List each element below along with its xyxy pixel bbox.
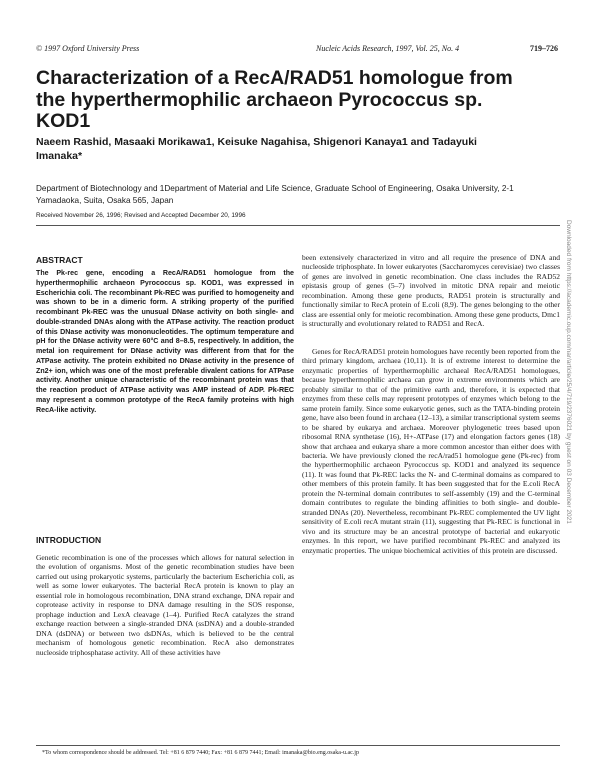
correspondence-footnote: *To whom correspondence should be addressed. Tel: +81 6 879 7440; Fax: +81 6 879 7441; Email: imanaka@bio.eng.osaka-u.ac.jp — [42, 750, 359, 756]
introduction-heading: INTRODUCTION — [36, 535, 102, 545]
page-range: 719–726 — [530, 44, 558, 53]
paper-title: Characterization of a RecA/RAD51 homologue from the hyperthermophilic archaeon Pyrococcus sp. KOD1 — [36, 67, 513, 132]
affiliation: Department of Biotechnology and 1Department of Material and Life Science, Graduate School of Engineering, Osaka University, 2-1 Yamadaoka, Suita, Osaka 565, Japan — [36, 184, 514, 205]
download-watermark: Downloaded from https://academic.oup.com/nar/article/25/4/719/2376021 by guest on 03 December 2021 — [565, 220, 572, 524]
header-divider — [36, 225, 560, 226]
abstract-text: The Pk-rec gene, encoding a RecA/RAD51 homologue from the hyperthermophilic archaeon Pyrococcus sp. KOD1, was expressed in Escherichia coli. The recombinant Pk-REC was purified to homogeneity and was shown to be in a dimeric form. A striking property of the purified recombinant Pk-REC was the unusual DNase activity on both single- and double-stranded DNAs along with the ATPase activity. The reaction product of this DNase activity was mononucleotides. The optimum temperature and pH for the DNase activity were 60°C and 8–8.5, respectively. In addition, the metal ion requirement for DNase activity was different from that for the ATPase activity. The protein exhibited no DNase activity in the presence of Zn2+ ion, which was one of the most preferable divalent cations for ATPase activity. Another unique characteristic of the recombinant protein was that the reaction product of ATPase activity was AMP instead of ADP. Pk-REC may represent a common prototype of the RecA family proteins with high RecA-like activity. — [36, 269, 294, 414]
copyright-line: © 1997 Oxford University Press — [36, 44, 140, 53]
introduction-text: Genetic recombination is one of the processes which allows for natural selection in the evolution of organisms. Most of the genetic recombination studies have been carried out using prokaryotic systems, particularly the bacterium Escherichia coli, as well as some lower eukaryotes. The bacterial RecA protein is known to play an essential role in homologous recombination, DNA strand exchange, DNA repair and coprotease activity in response to DNA damage resulting in the SOS response, prophage induction and LexA cleavage (1–4). Purified RecA catalyzes the strand exchange reaction between a single-stranded DNA (ssDNA) and a double-stranded DNA (dsDNA) or between two dsDNAs, which is believed to be the central mechanism of homologous genetic recombination. RecA also demonstrates nucleoside triphosphatase activity. All of these activities have — [36, 553, 294, 657]
column2-continuation: been extensively characterized in vitro and all require the presence of DNA and nucleoside triphosphate. In lower eukaryotes (Saccharomyces cerevisiae) two classes of genes are involved in genetic recombination. One class includes the RAD52 epistasis group of genes (5–7) involved in mitotic DNA repair and meiotic recombination. Among these gene products, RAD51 protein is structurally and functionally similar to RecA protein of E.coli (8,9). The genes belonging to the other class are essential only for meiotic recombination. Among these gene products, Dmc1 is structurally and evolutionary related to RAD51 and RecA. — [302, 253, 560, 329]
column2-paragraph: Genes for RecA/RAD51 protein homologues have recently been reported from the third primary kingdom, archaea (10,11). It is of extreme interest to determine the enzymatic properties of hyperthermophilic archaeal RecA/RAD51 homologues, because hyperthermophilic archaea can grow in extreme environments which are probably similar to that of the primitive earth and, therefore, it is expected that enzymes from these cells may represent prototypes of enzymes which belong to the same protein family. Since some eukaryotic genes, such as the TATA-binding protein gene, have also been found in archaea (12–13), a similar transcriptional system seems to be shared by eukarya and archaea. Moreover phylogenetic trees based upon ribosomal RNA synthetase (16), H+-ATPase (17) and elongation factors genes (18) show that archaea and eukarya share a more common ancestor than either does with bacteria. We have previously cloned the recA/rad51 homologue gene (Pk-rec) from the hyperthermophilic archaeon Pyrococcus sp. KOD1 and analyzed its sequence (11). It was found that Pk-REC lacks the N- and C-terminal domains as compared to other members of this protein family. It has been suggested that for the E.coli RecA protein the N-terminal domain contributes to self-assembly (19) and the C-terminal domain contributes to regulate the binding affinities to both single- and double-stranded DNAs (20). Nevertheless, recombinant Pk-REC complemented the UV light sensitivity of E.coli recA mutant strain (11), suggesting that Pk-REC is functional in vivo and its structure may be an ancestral prototype of bacterial and eukaryotic enzymes. In this report, we have purified recombinant Pk-REC and analyzed its enzymatic properties. The unique biochemical activities of this protein are discussed. — [302, 347, 560, 555]
author-list: Naeem Rashid, Masaaki Morikawa1, Keisuke Nagahisa, Shigenori Kanaya1 and Tadayuki Imanaka* — [36, 136, 477, 162]
footnote-divider — [36, 745, 560, 746]
journal-citation: Nucleic Acids Research, 1997, Vol. 25, No. 4 — [316, 44, 460, 53]
abstract-heading: ABSTRACT — [36, 255, 83, 265]
received-dates: Received November 26, 1996; Revised and Accepted December 20, 1996 — [36, 212, 246, 219]
